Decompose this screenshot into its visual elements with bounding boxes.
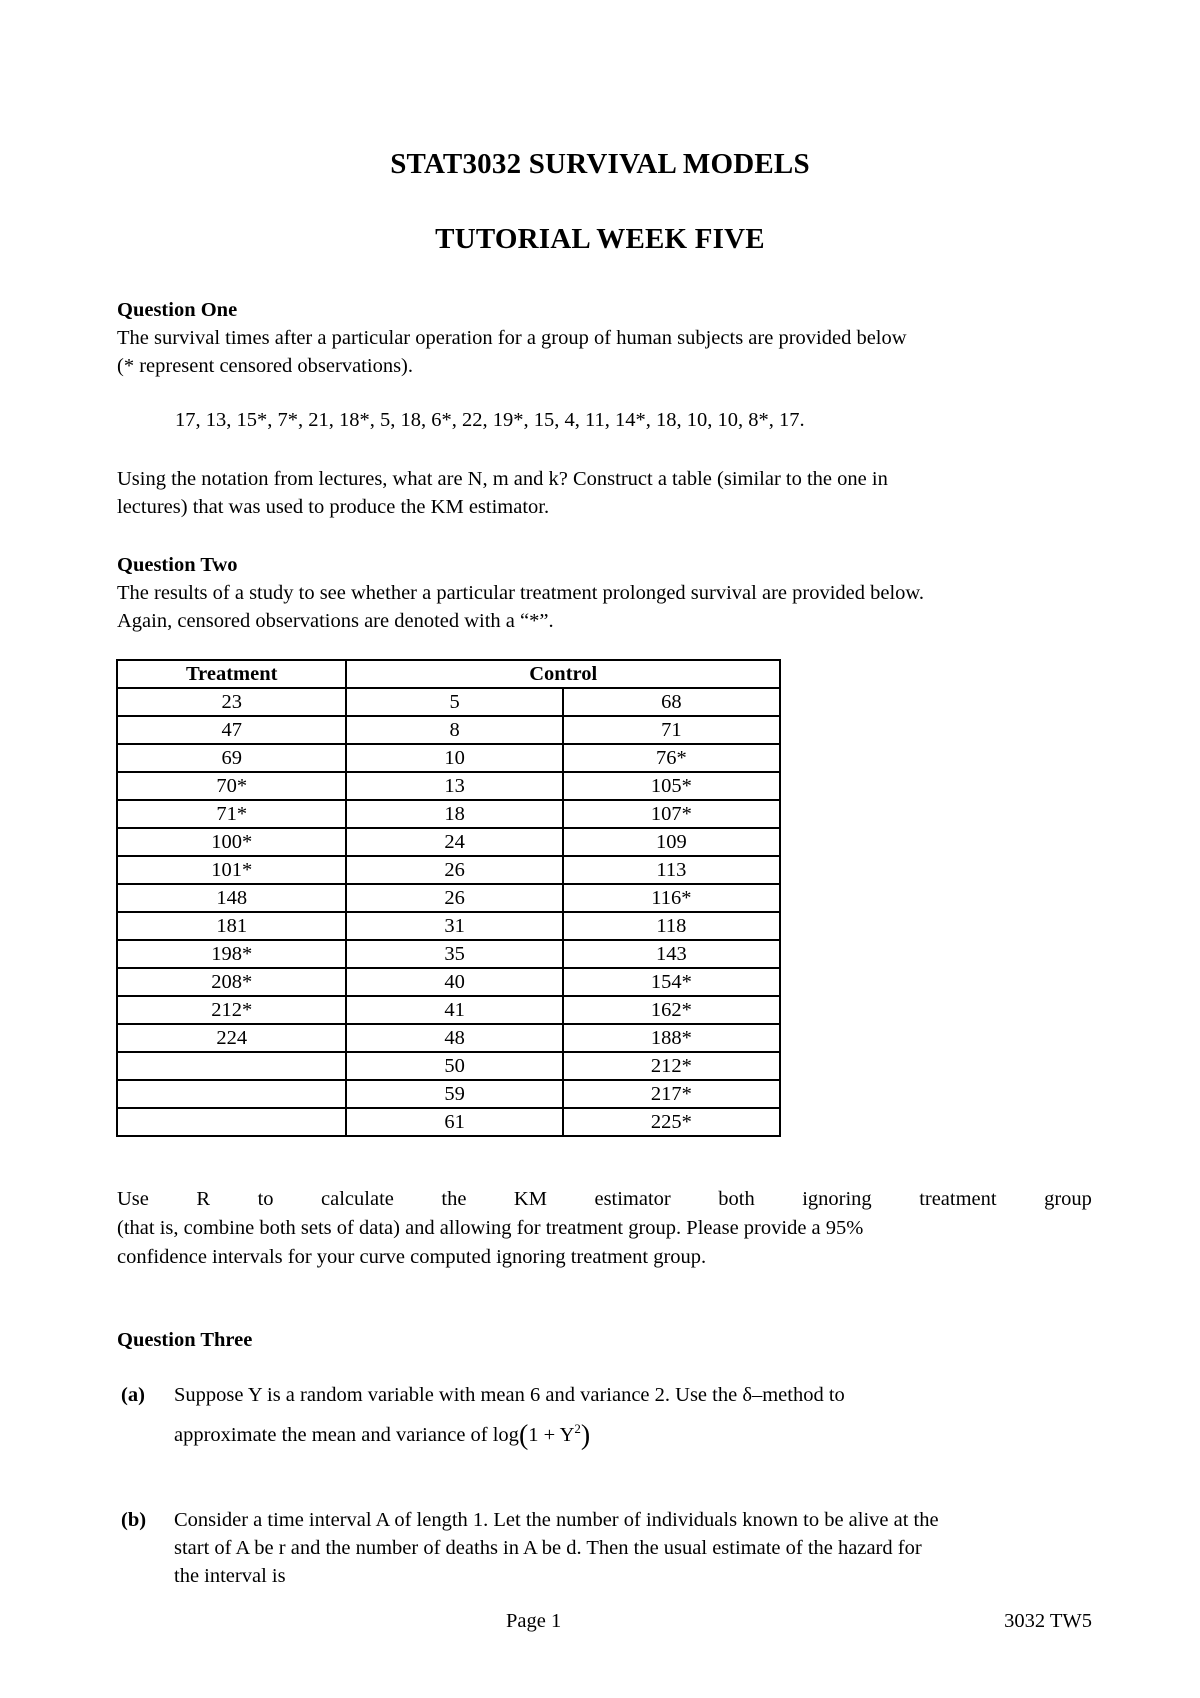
question-three-part-b (117, 1506, 1092, 1590)
question-two-heading: Question Two (117, 554, 238, 576)
control-cell-left: 40 (346, 968, 562, 996)
table-row (117, 800, 780, 828)
table-row (117, 996, 780, 1024)
control-cell-right: 105* (563, 772, 780, 800)
control-cell-right: 212* (563, 1052, 780, 1080)
task-word: estimator (594, 1188, 671, 1210)
question-one-task-line2: lectures) that was used to produce the KM estimator. (117, 496, 550, 518)
control-cell-right: 143 (563, 940, 780, 968)
control-cell-right: 68 (563, 688, 780, 716)
treatment-cell: 224 (117, 1024, 346, 1052)
control-cell-left: 24 (346, 828, 562, 856)
task-word: group (1044, 1188, 1092, 1210)
treatment-cell: 47 (117, 716, 346, 744)
question-two-task-line1 (117, 1185, 1092, 1214)
document-code: 3032 TW5 (1004, 1610, 1092, 1632)
question-three (117, 1326, 1092, 1354)
control-cell-right: 113 (563, 856, 780, 884)
task-word: ignoring (802, 1188, 872, 1210)
control-cell-left: 35 (346, 940, 562, 968)
treatment-cell: 71* (117, 800, 346, 828)
document-subtitle: TUTORIAL WEEK FIVE (435, 223, 765, 255)
treatment-cell: 181 (117, 912, 346, 940)
treatment-cell (117, 1052, 346, 1080)
question-two (117, 551, 1092, 635)
table-row (117, 1108, 780, 1136)
control-cell-left: 50 (346, 1052, 562, 1080)
task-word: both (718, 1188, 755, 1210)
task-word: treatment (919, 1188, 997, 1210)
control-cell-right: 118 (563, 912, 780, 940)
control-cell-left: 8 (346, 716, 562, 744)
control-cell-right: 116* (563, 884, 780, 912)
header-treatment: Treatment (117, 660, 346, 688)
task-word: to (257, 1188, 274, 1210)
table-row (117, 688, 780, 716)
control-cell-left: 26 (346, 884, 562, 912)
treatment-cell: 208* (117, 968, 346, 996)
question-one-heading: Question One (117, 299, 238, 321)
task-word: the (441, 1188, 467, 1210)
treatment-cell (117, 1080, 346, 1108)
treatment-cell: 70* (117, 772, 346, 800)
control-cell-right: 109 (563, 828, 780, 856)
treatment-cell: 198* (117, 940, 346, 968)
part-a-exponent: 2 (574, 1421, 581, 1436)
control-cell-right: 76* (563, 744, 780, 772)
question-one-intro-line2: (* represent censored observations). (117, 355, 413, 377)
table-row (117, 1080, 780, 1108)
treatment-cell: 148 (117, 884, 346, 912)
table-row (117, 884, 780, 912)
table-row (117, 912, 780, 940)
table-row (117, 772, 780, 800)
question-one-task-line1 (117, 465, 1092, 493)
control-cell-right: 162* (563, 996, 780, 1024)
control-cell-right: 217* (563, 1080, 780, 1108)
question-one-data: 17, 13, 15*, 7*, 21, 18*, 5, 18, 6*, 22, 19*, 15, 4, 11, 14*, 18, 10, 10, 8*, 17. (175, 409, 805, 431)
question-two-task-line3: confidence intervals for your curve computed ignoring treatment group. (117, 1246, 707, 1268)
task-word: R (196, 1188, 211, 1210)
question-three-heading: Question Three (117, 1329, 253, 1351)
control-cell-right: 188* (563, 1024, 780, 1052)
part-b-line1: Consider a time interval A of length 1. Let the number of individuals known to be alive at the (174, 1509, 939, 1531)
control-cell-left: 59 (346, 1080, 562, 1108)
question-three-part-a (117, 1380, 1092, 1451)
page-number: Page 1 (506, 1610, 562, 1632)
question-two-task-line2: (that is, combine both sets of data) and allowing for treatment group. Please provide a 95% (117, 1217, 864, 1239)
part-a-line2: approximate the mean and variance of $\log(1 + Y^2)$ (174, 1419, 591, 1451)
question-one-intro-line1: The survival times after a particular operation for a group of human subjects are provided below (117, 327, 907, 349)
control-cell-left: 18 (346, 800, 562, 828)
part-a-label: (a) (121, 1384, 145, 1406)
document-title: STAT3032 SURVIVAL MODELS (390, 148, 810, 180)
table-row (117, 940, 780, 968)
control-cell-left: 13 (346, 772, 562, 800)
task-word: Use (117, 1188, 149, 1210)
header-control: Control (346, 660, 780, 688)
task-word: calculate (321, 1188, 394, 1210)
control-cell-left: 61 (346, 1108, 562, 1136)
control-cell-left: 26 (346, 856, 562, 884)
control-cell-left: 5 (346, 688, 562, 716)
survival-data-table (116, 659, 781, 1137)
question-two-intro-line2: Again, censored observations are denoted with a “*”. (117, 610, 554, 632)
control-cell-left: 48 (346, 1024, 562, 1052)
table-row (117, 1052, 780, 1080)
treatment-cell: 69 (117, 744, 346, 772)
table-row (117, 744, 780, 772)
question-one-task (117, 465, 1092, 521)
control-cell-left: 10 (346, 744, 562, 772)
treatment-cell: 23 (117, 688, 346, 716)
control-cell-left: 41 (346, 996, 562, 1024)
treatment-cell (117, 1108, 346, 1136)
control-cell-right: 107* (563, 800, 780, 828)
table-body (117, 688, 780, 1136)
control-cell-left: 31 (346, 912, 562, 940)
table-row (117, 1024, 780, 1052)
control-cell-right: 154* (563, 968, 780, 996)
table-row (117, 968, 780, 996)
control-cell-right: 71 (563, 716, 780, 744)
task-line1-text: Using the notation from lectures, what are N, m and k? Construct a table (similar to the one in (117, 468, 888, 490)
treatment-cell: 100* (117, 828, 346, 856)
part-a-line2-text: approximate the mean and variance of log (174, 1423, 519, 1446)
part-a-expression: 1 + Y (528, 1423, 575, 1446)
question-two-task (117, 1185, 1092, 1272)
table-header-row (117, 660, 780, 688)
part-b-line3: the interval is (174, 1565, 286, 1587)
question-one (117, 296, 1092, 380)
treatment-cell: 212* (117, 996, 346, 1024)
control-cell-right: 225* (563, 1108, 780, 1136)
table-row (117, 716, 780, 744)
table-row (117, 828, 780, 856)
part-b-label: (b) (121, 1509, 147, 1531)
part-a-line1: Suppose Y is a random variable with mean 6 and variance 2. Use the δ–method to (174, 1384, 845, 1406)
treatment-cell: 101* (117, 856, 346, 884)
part-b-line2: start of A be r and the number of deaths in A be d. Then the usual estimate of the hazard for (174, 1537, 922, 1559)
task-word: KM (513, 1188, 547, 1210)
table-row (117, 856, 780, 884)
question-two-intro-line1: The results of a study to see whether a particular treatment prolonged survival are provided below. (117, 582, 925, 604)
